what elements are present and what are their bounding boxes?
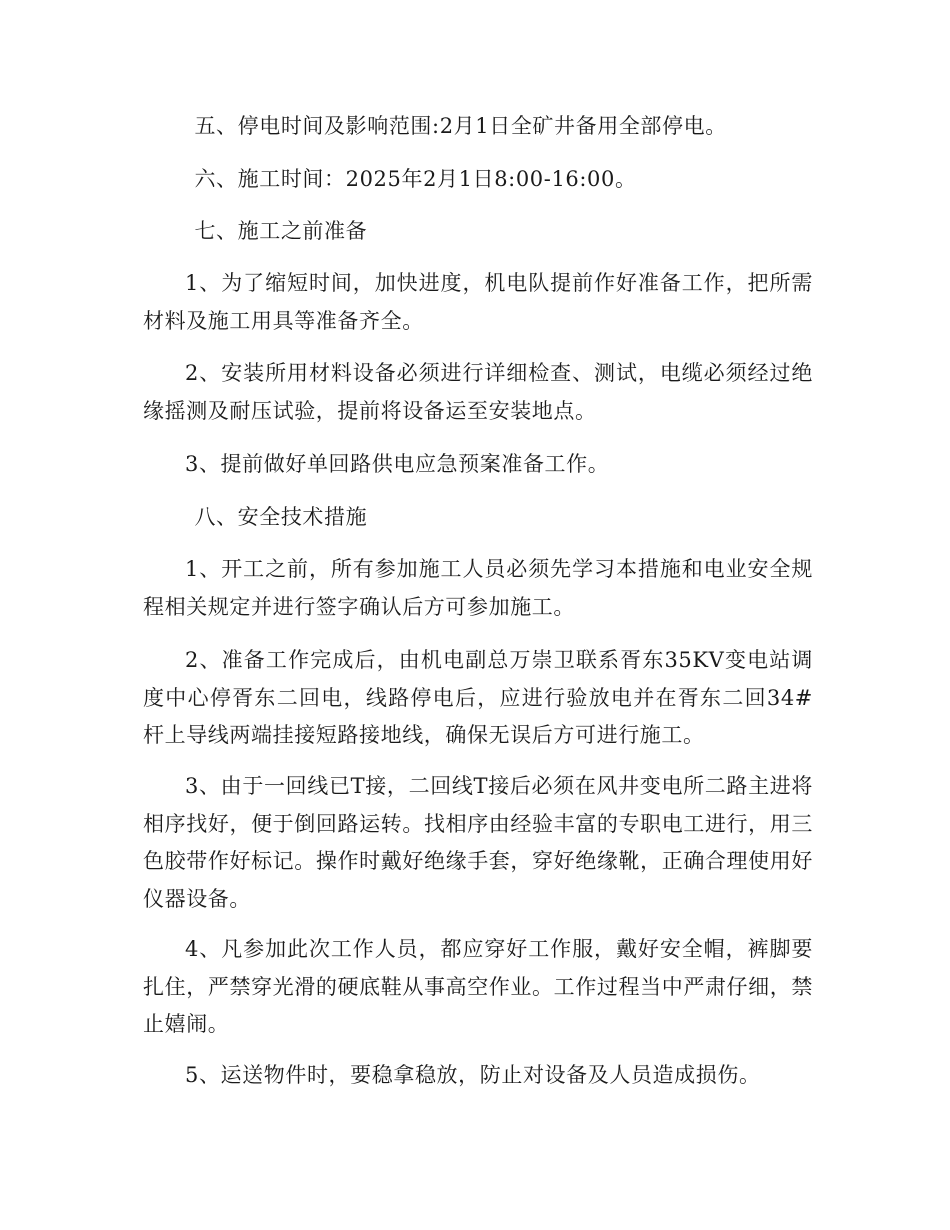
paragraph-safety-2: 2、准备工作完成后，由机电副总万崇卫联系胥东35KV变电站调度中心停胥东二回电，线路停电后，应进行验放电并在胥东二回34#杆上导线两端挂接短路接地线，确保无误后方可进行施工。 <box>143 648 813 747</box>
paragraph-safety-5: 5、运送物件时，要稳拿稳放，防止对设备及人员造成损伤。 <box>185 1063 761 1087</box>
paragraph-prep-3: 3、提前做好单回路供电应急预案准备工作。 <box>185 452 610 476</box>
paragraph-safety-4: 4、凡参加此次工作人员，都应穿好工作服，戴好安全帽，裤脚要扎住，严禁穿光滑的硬底鞋从事高空作业。工作过程当中严肃仔细，禁止嬉闹。 <box>143 937 813 1036</box>
section-heading-construction-time: 六、施工时间：2025年2月1日8:00-16:00。 <box>194 167 637 191</box>
paragraph-safety-1: 1、开工之前，所有参加施工人员必须先学习本措施和电业安全规程相关规定并进行签字确认后方可参加施工。 <box>143 557 813 619</box>
section-heading-safety-measures: 八、安全技术措施 <box>194 505 368 529</box>
section-heading-power-outage: 五、停电时间及影响范围:2月1日全矿井备用全部停电。 <box>194 114 727 138</box>
paragraph-prep-1: 1、为了缩短时间，加快进度，机电队提前作好准备工作，把所需材料及施工用具等准备齐全。 <box>143 271 813 333</box>
section-heading-preparation: 七、施工之前准备 <box>194 219 368 243</box>
paragraph-prep-2: 2、安装所用材料设备必须进行详细检查、测试，电缆必须经过绝缘摇测及耐压试验，提前将设备运至安装地点。 <box>143 361 813 423</box>
paragraph-safety-3: 3、由于一回线已T接，二回线T接后必须在风井变电所二路主进将相序找好，便于倒回路运转。找相序由经验丰富的专职电工进行，用三色胶带作好标记。操作时戴好绝缘手套，穿好绝缘靴，正确合理使用好仪器设备。 <box>143 774 813 911</box>
